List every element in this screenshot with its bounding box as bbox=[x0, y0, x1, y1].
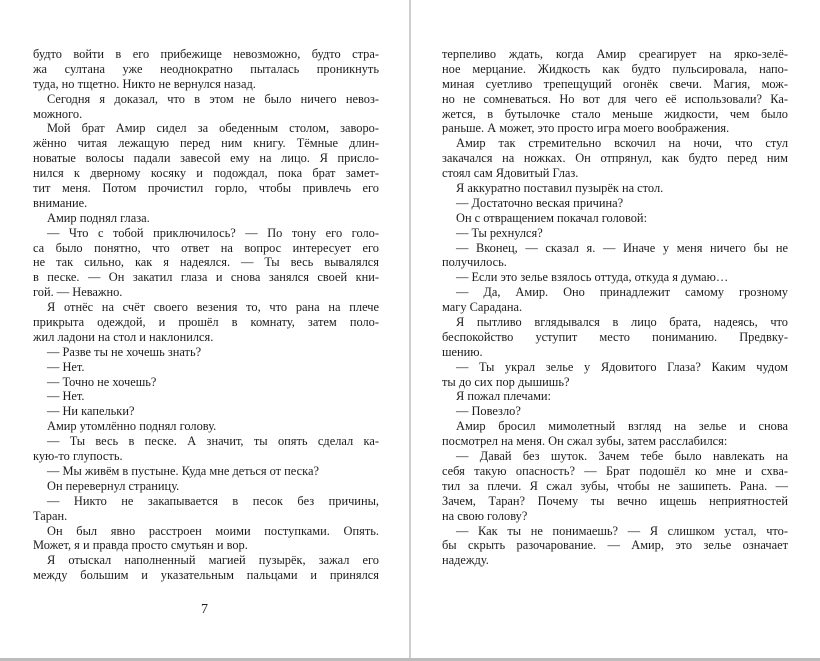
text-line: гой. — Неважно. bbox=[33, 285, 123, 300]
text-line: Я отыскал наполненный магией пузырёк, зажал его bbox=[47, 553, 379, 568]
text-line: Я пожал плечами: bbox=[456, 389, 551, 404]
text-line: жил ладони на стол и наклонился. bbox=[33, 329, 214, 344]
text-line: туда, но тщетно. Никто не вернулся назад. bbox=[33, 76, 256, 91]
text-line: — Повезло? bbox=[456, 404, 521, 419]
text-line: — Точно не хочешь? bbox=[47, 374, 157, 389]
text-line: Зачем, Таран? Почему ты вечно ищешь неприятностей bbox=[442, 493, 788, 508]
text-line: кую-то глупость. bbox=[33, 449, 123, 464]
text-line: Я отнёс на счёт своего везения то, что рана на плече bbox=[47, 300, 379, 315]
left-page bbox=[0, 0, 409, 661]
text-line: — Если это зелье взялось оттуда, откуда я думаю… bbox=[456, 270, 729, 285]
text-line: не так сильно, как я надеялся. — Ты весь вывалялся bbox=[33, 255, 379, 270]
text-line: жа султана уже неоднократно пыталась проникнуть bbox=[33, 61, 379, 76]
text-line: в песке. — Он закатил глаза и снова занялся своей кни- bbox=[33, 270, 379, 285]
text-line: внимание. bbox=[33, 195, 88, 210]
text-line: — Да, Амир. Оно принадлежит самому грозному bbox=[456, 285, 788, 300]
text-line: магу Сарадана. bbox=[442, 300, 523, 315]
text-line: — Нет. bbox=[47, 389, 85, 404]
text-line: — Ты рехнулся? bbox=[456, 225, 543, 240]
text-line: прикрыта одеждой, и прошёл в комнату, затем поло- bbox=[33, 315, 379, 330]
text-line: Может, я и правда просто смутьян и вор. bbox=[33, 538, 248, 553]
text-line: ты до сих пор дышишь? bbox=[442, 374, 570, 389]
text-line: но не сомневаться. Но вот для чего её использовали? Ка- bbox=[442, 91, 788, 106]
text-line: раньше. А может, это просто игра моего воображения. bbox=[442, 121, 730, 136]
right-page bbox=[411, 0, 820, 661]
text-line: — Как ты не понимаешь? — Я слишком устал, что- bbox=[456, 523, 788, 538]
text-line: посмотрел на меня. Он сжал зубы, затем расслабился: bbox=[442, 434, 728, 449]
text-line: Я пытливо вглядывался в лицо брата, надеясь, что bbox=[456, 315, 788, 330]
text-line: жённо читая лежащую перед ним книгу. Тёмные длин- bbox=[33, 136, 379, 151]
text-line: — Нет. bbox=[47, 359, 85, 374]
text-line: терпеливо ждать, когда Амир среагирует на ярко-зелё- bbox=[442, 47, 788, 61]
text-line: Таран. bbox=[33, 508, 68, 523]
text-line: Он с отвращением покачал головой: bbox=[456, 210, 648, 225]
text-line: Мой брат Амир сидел за обеденным столом, заворо- bbox=[47, 121, 379, 136]
text-line: беспокойство уступит место пониманию. Предвку- bbox=[442, 329, 788, 344]
text-line: Амир так стремительно вскочил на ночи, что стул bbox=[456, 136, 788, 151]
text-line: стоял сам Ядовитый Глаз. bbox=[442, 166, 579, 181]
text-line: — Ты весь в песке. А значит, ты опять сделал ка- bbox=[47, 434, 379, 449]
text-line: бы скрыть разочарование. — Амир, это зелье означает bbox=[442, 538, 788, 553]
text-line: между большим и указательным пальцами и принялся bbox=[33, 568, 379, 583]
text-line: Он перевернул страницу. bbox=[47, 478, 180, 493]
text-line: — Давай без шуток. Зачем тебе было навлекать на bbox=[456, 449, 788, 464]
text-line: надежду. bbox=[442, 553, 489, 568]
text-line: закачался на ножках. Он отпрянул, как будто перед ним bbox=[442, 151, 788, 166]
text-line: получилось. bbox=[442, 255, 507, 270]
text-line: Сегодня я доказал, что в этом не было ничего невоз- bbox=[47, 91, 379, 106]
left-page-text bbox=[33, 47, 379, 583]
text-line: Амир поднял глаза. bbox=[47, 210, 150, 225]
text-line: шению. bbox=[442, 344, 483, 359]
text-line: — Никто не закапывается в песок без причины, bbox=[47, 493, 379, 508]
text-line: ное мерцание. Жидкость как будто пульсировала, напо- bbox=[442, 61, 788, 76]
text-line: нился к дверному косяку и подождал, пока брат замет- bbox=[33, 166, 379, 181]
text-line: можного. bbox=[33, 106, 83, 121]
page-number: 7 bbox=[201, 602, 208, 617]
text-line: тит меня. Потом прочистил горло, чтобы привлечь его bbox=[33, 181, 379, 196]
text-line: тил за плечи. Я сжал зубы, чтобы не зашипеть. Рана. — bbox=[442, 478, 788, 493]
text-line: са было понятно, что ответ на вопрос интересует его bbox=[33, 240, 379, 255]
text-line: Амир утомлённо поднял голову. bbox=[47, 419, 217, 434]
text-line: себя такую опасность? — Брат подошёл ко мне и схва- bbox=[442, 463, 788, 478]
text-line: жется, в бутылочке стало меньше жидкости, чем было bbox=[442, 106, 788, 121]
text-line: — Разве ты не хочешь знать? bbox=[47, 344, 202, 359]
text-line: — Достаточно веская причина? bbox=[456, 195, 624, 210]
text-line: Он был явно расстроен моими поступками. Опять. bbox=[47, 523, 379, 538]
text-line: — Ни капельки? bbox=[47, 404, 135, 419]
text-line: Амир бросил мимолетный взгляд на зелье и снова bbox=[456, 419, 788, 434]
text-line: новатые волосы падали завесой ему на лицо. Я присло- bbox=[33, 151, 379, 166]
text-line: Я аккуратно поставил пузырёк на стол. bbox=[456, 181, 664, 196]
text-line: — Ты украл зелье у Ядовитого Глаза? Каким чудом bbox=[456, 359, 788, 374]
text-line: — Вконец, — сказал я. — Иначе у меня ничего бы не bbox=[456, 240, 788, 255]
text-line: миная суетливо трепещущий огонёк свечи. Магия, мож- bbox=[442, 76, 788, 91]
text-line: — Мы живём в пустыне. Куда мне деться от песка? bbox=[47, 463, 319, 478]
text-line: на свою голову? bbox=[442, 508, 528, 523]
text-line: будто войти в его прибежище невозможно, будто стра- bbox=[33, 47, 379, 61]
text-line: — Что с тобой приключилось? — По тону его голо- bbox=[47, 225, 379, 240]
right-page-text bbox=[442, 47, 788, 568]
